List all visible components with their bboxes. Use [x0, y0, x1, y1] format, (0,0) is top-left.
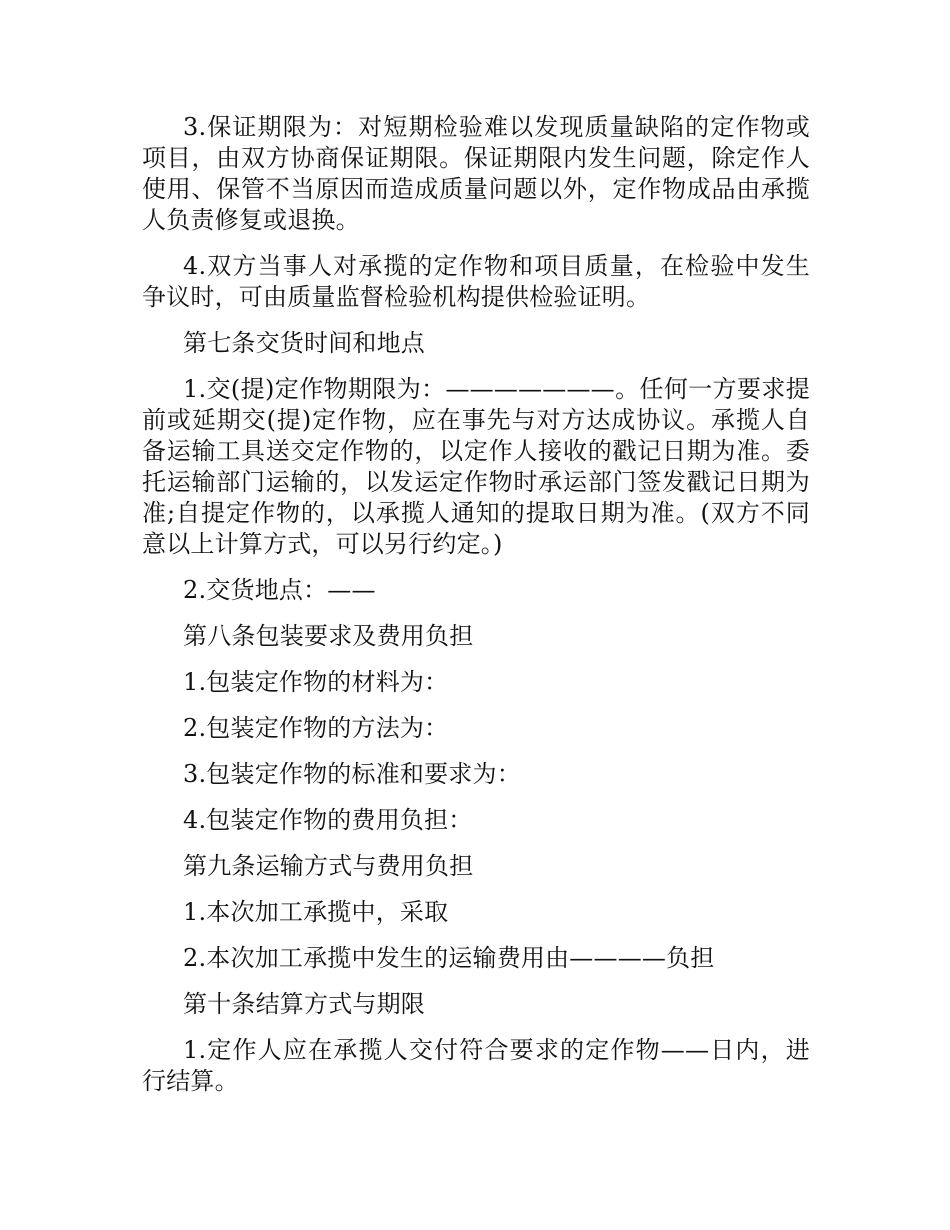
- article-9-heading: 第九条运输方式与费用负担: [183, 852, 474, 880]
- paragraph-transport-method: 1.本次加工承揽中，采取: [183, 898, 449, 926]
- article-10-heading: 第十条结算方式与期限: [183, 990, 425, 1018]
- paragraph-settlement-deadline: 1.定作人应在承揽人交付符合要求的定作物——日内，进行结算。: [142, 1036, 810, 1095]
- paragraph-quality-dispute: 4.双方当事人对承揽的定作物和项目质量，在检验中发生争议时，可由质量监督检验机构提供检验证明。: [142, 252, 810, 311]
- paragraph-packaging-material: 1.包装定作物的材料为：: [183, 668, 449, 696]
- paragraph-packaging-standard: 3.包装定作物的标准和要求为：: [183, 760, 521, 788]
- paragraph-packaging-cost: 4.包装定作物的费用负担：: [183, 806, 473, 834]
- article-7-heading: 第七条交货时间和地点: [183, 329, 425, 357]
- paragraph-delivery-deadline: 1.交(提)定作物期限为：———————。任何一方要求提前或延期交(提)定作物，应在事先与对方达成协议。承揽人自备运输工具送交定作物的，以定作人接收的戳记日期为准。委托运输部门运输的，以发运定作物时承运部门签发戳记日期为准;自提定作物的，以承揽人通知的提取日期为准。(双方不同意以上计算方式，可以另行约定。): [142, 375, 810, 558]
- paragraph-delivery-location: 2.交货地点：——: [183, 576, 376, 604]
- article-8-heading: 第八条包装要求及费用负担: [183, 622, 474, 650]
- document-page: [142, 112, 810, 1112]
- paragraph-packaging-method: 2.包装定作物的方法为：: [183, 714, 449, 742]
- paragraph-transport-cost: 2.本次加工承揽中发生的运输费用由————负担: [183, 944, 715, 972]
- paragraph-warranty-period: 3.保证期限为：对短期检验难以发现质量缺陷的定作物或项目，由双方协商保证期限。保证期限内发生问题，除定作人使用、保管不当原因而造成质量问题以外，定作物成品由承揽人负责修复或退换。: [142, 113, 810, 234]
